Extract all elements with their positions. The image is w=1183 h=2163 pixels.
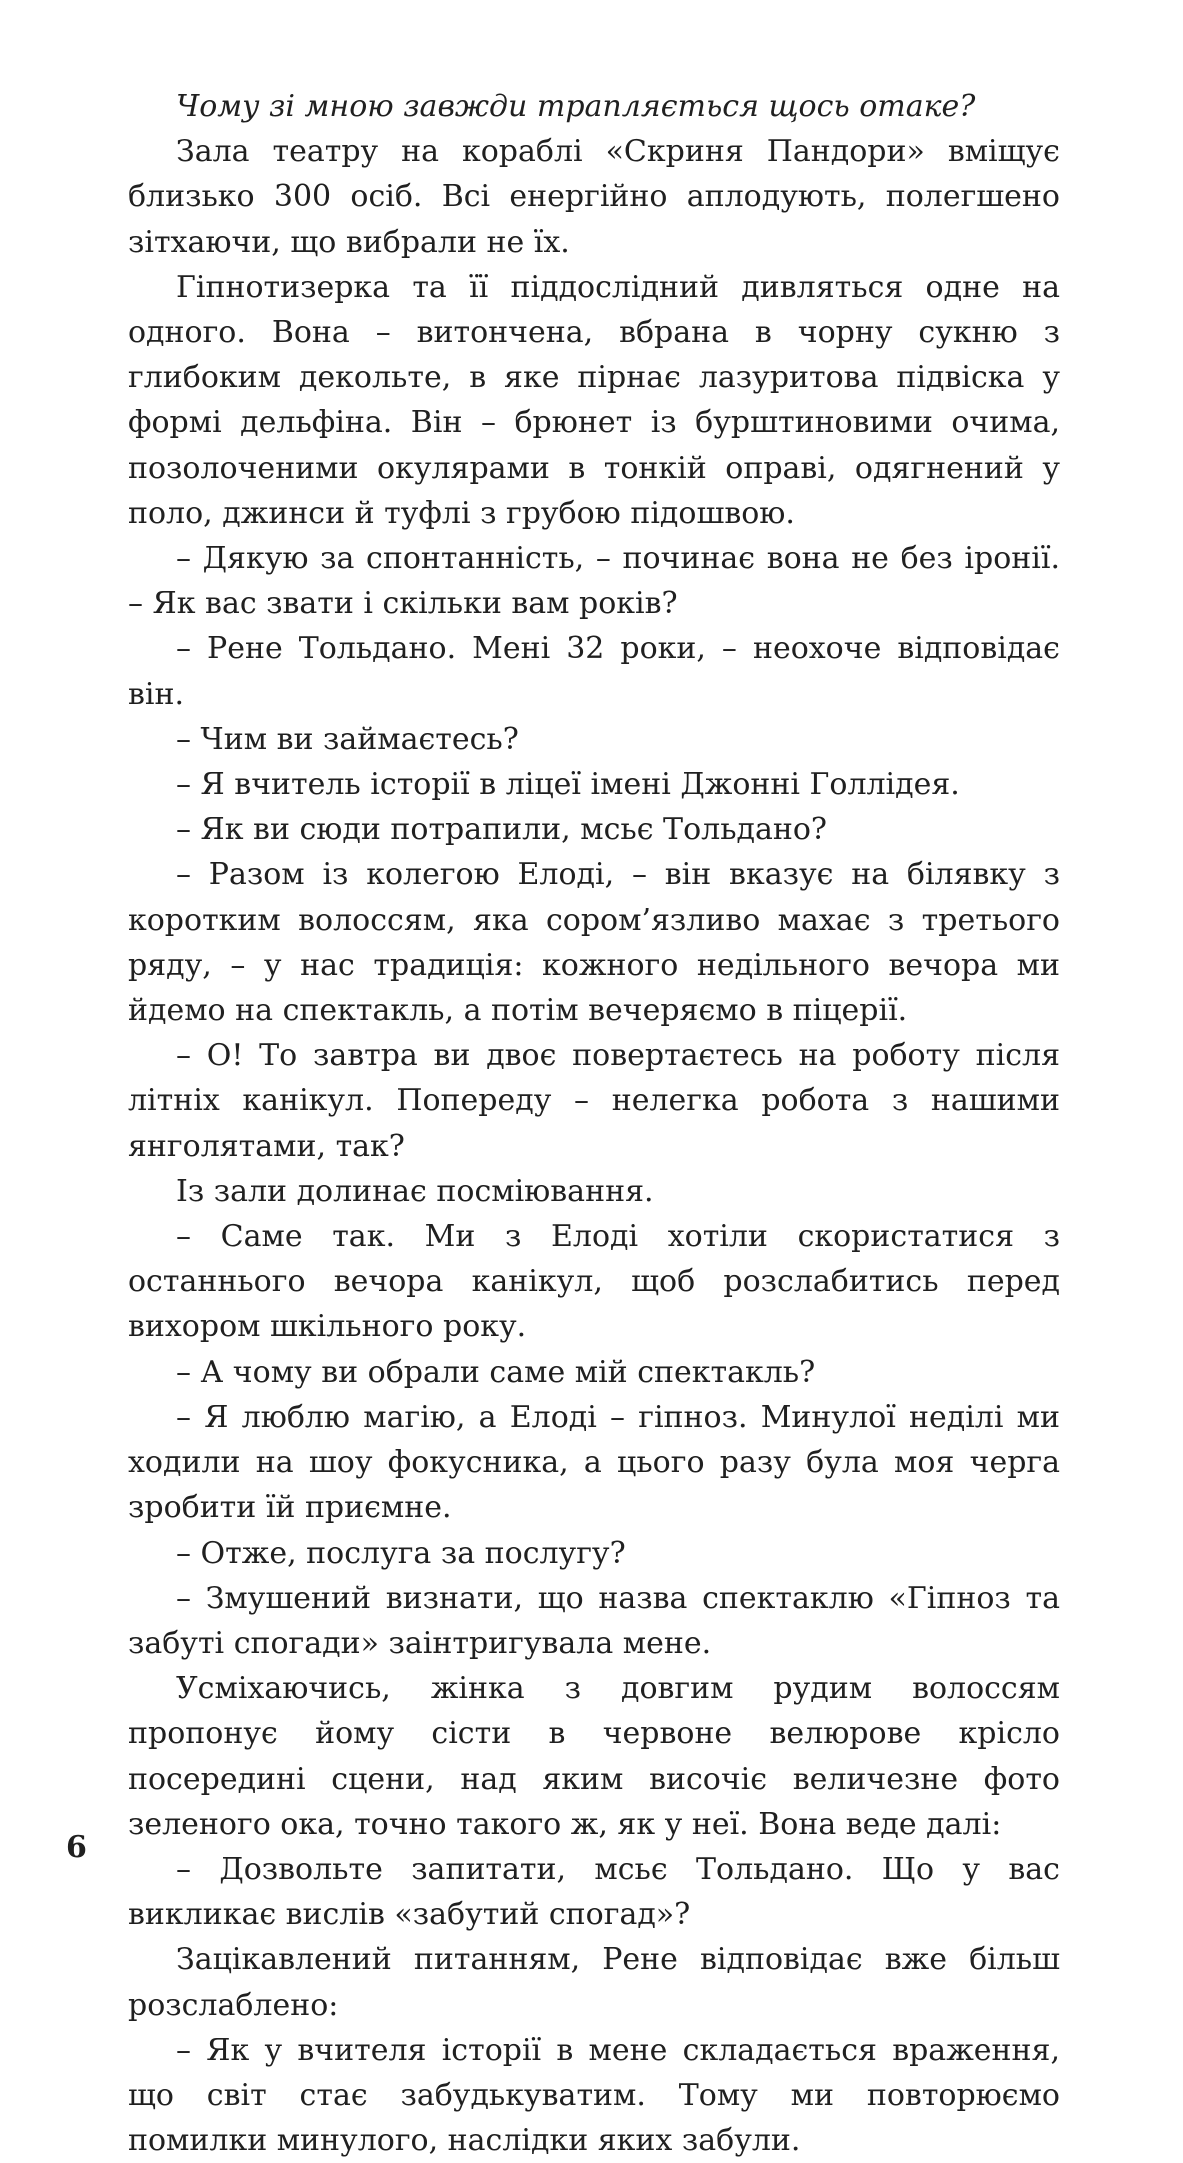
paragraph: – Я вчитель історії в ліцеї імені Джонні Голлідея. [176, 767, 960, 803]
paragraph: – Як у вчителя історії в мене складається враження, що світ стає забудькуватим. Тому ми повторюємо помилки минулого, наслідки яких забули. [128, 2032, 1060, 2159]
paragraph: Усміхаючись, жінка з довгим рудим волоссям пропонує йому сісти в червоне велюрове крісло посередині сцени, над яким височіє величезне фото зеленого ока, точно такого ж, як у неї. Вона веде далі: [128, 1671, 1060, 1842]
body-text [128, 84, 1060, 2163]
paragraph: – Рене Тольдано. Мені 32 роки, – неохоче відповідає він. [128, 631, 1060, 712]
paragraph: Гіпнотизерка та її піддослідний дивляться одне на одного. Вона – витончена, вбрана в чорну сукню з глибоким декольте, в яке пірнає лазуритова підвіска у формі дельфіна. Він – брюнет із бурштиновими очима, позолоченими окулярами в тонкій оправі, одягнений у поло, джинси й туфлі з грубою підошвою. [128, 269, 1060, 531]
paragraph: Чому зі мною завжди трапляється щось отаке? [176, 89, 976, 124]
paragraph: – О! То завтра ви двоє повертаєтесь на роботу після літніх канікул. Попереду – нелегка робота з нашими янголятами, так? [128, 1038, 1060, 1164]
paragraph: – Дозвольте запитати, мсьє Тольдано. Що у вас викликає вислів «забутий спогад»? [128, 1851, 1060, 1933]
page-number: 6 [66, 1830, 87, 1865]
paragraph: – Дякую за спонтанність, – починає вона не без іронії. – Як вас звати і скільки вам років? [128, 541, 1060, 622]
paragraph: – Разом із колегою Елоді, – він вказує на білявку з коротким волоссям, яка сором’язливо махає з третього ряду, – у нас традиція: кожного недільного вечора ми йдемо на спектакль, а потім вечеряємо в піцерії. [128, 857, 1060, 1029]
paragraph: Із зали долинає посміювання. [176, 1173, 654, 1209]
paragraph: – А чому ви обрали саме мій спектакль? [176, 1354, 816, 1390]
paragraph: – Отже, послуга за послугу? [176, 1535, 626, 1571]
paragraph: Зацікавлений питанням, Рене відповідає вже більш розслаблено: [128, 1942, 1060, 2023]
paragraph: – Змушений визнати, що назва спектаклю «Гіпноз та забуті спогади» заінтригувала мене. [128, 1580, 1060, 1661]
paragraph: – Саме так. Ми з Елоді хотіли скористатися з останнього вечора канікул, щоб розслабитись перед вихором шкільного року. [128, 1219, 1060, 1345]
paragraph: – Чим ви займаєтесь? [176, 721, 519, 757]
paragraph: – Я люблю магію, а Елоді – гіпноз. Минулої неділі ми ходили на шоу фокусника, а цього разу була моя черга зробити їй приємне. [128, 1399, 1060, 1526]
paragraph: Зала театру на кораблі «Скриня Пандори» вміщує близько 300 осіб. Всі енергійно аплодують, полегшено зітхаючи, що вибрали не їх. [128, 134, 1060, 260]
paragraph: – Як ви сюди потрапили, мсьє Тольдано? [176, 812, 828, 848]
